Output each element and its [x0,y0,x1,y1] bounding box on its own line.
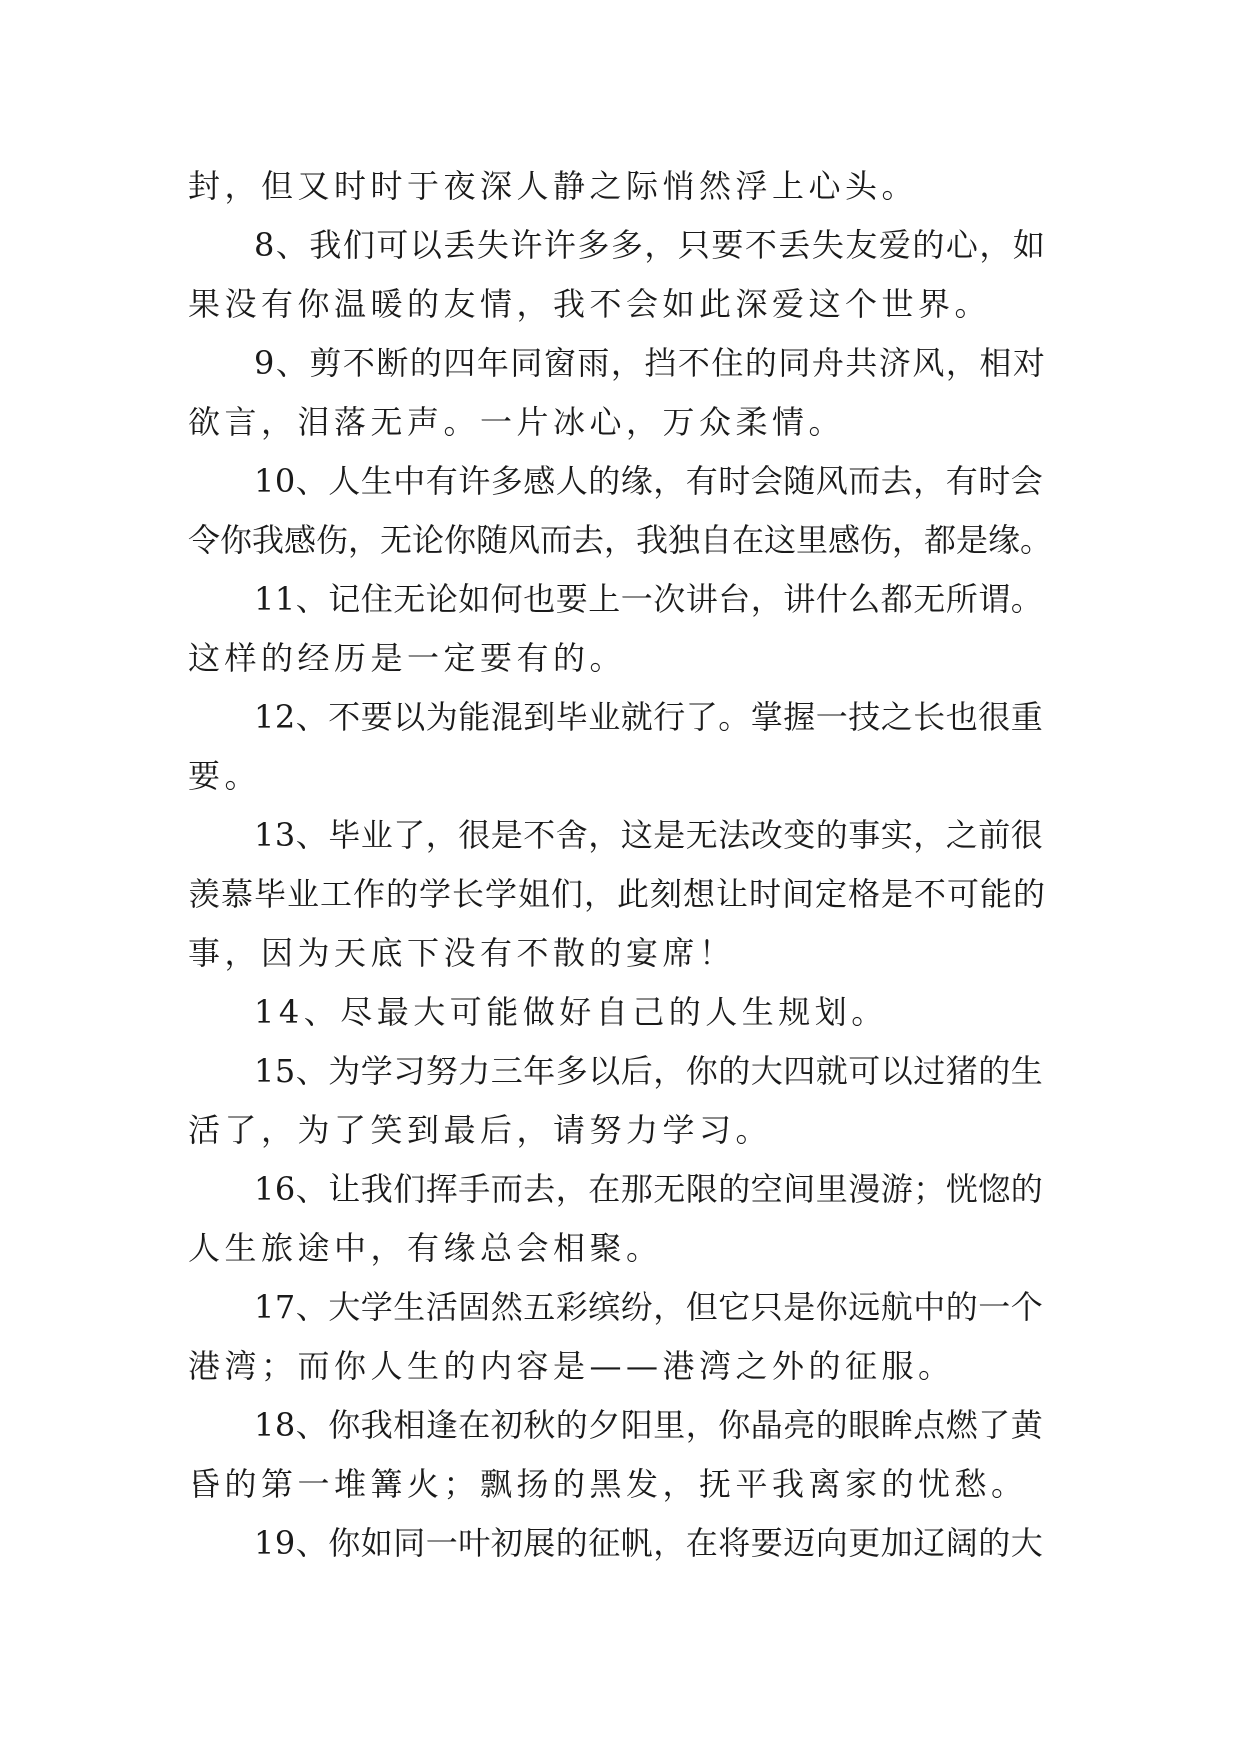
text-line: 9、剪不断的四年同窗雨，挡不住的同舟共济风，相对 [254,344,1047,382]
text-line: 人生旅途中，有缘总会相聚。 [188,1229,663,1267]
text-line: 17、大学生活固然五彩缤纷，但它只是你远航中的一个 [254,1288,1044,1326]
text-line: 果没有你温暖的友情，我不会如此深爱这个世界。 [188,285,992,323]
text-line: 封，但又时时于夜深人静之际悄然浮上心头。 [188,167,919,205]
text-line: 活了，为了笑到最后，请努力学习。 [188,1111,773,1149]
text-line: 10、人生中有许多感人的缘，有时会随风而去，有时会 [254,462,1044,500]
text-line: 要。 [188,757,262,795]
text-line: 18、你我相逢在初秋的夕阳里，你晶亮的眼眸点燃了黄 [254,1406,1044,1444]
text-line: 14、尽最大可能做好自己的人生规划。 [254,993,888,1031]
text-line: 令你我感伤，无论你随风而去，我独自在这里感伤，都是缘。 [188,521,1053,559]
text-line: 13、毕业了，很是不舍，这是无法改变的事实，之前很 [254,816,1044,854]
text-line: 12、不要以为能混到毕业就行了。掌握一技之长也很重 [254,698,1044,736]
text-line: 昏的第一堆篝火；飘扬的黑发，抚平我离家的忧愁。 [188,1465,1028,1503]
text-line: 欲言，泪落无声。一片冰心，万众柔情。 [188,403,846,441]
text-line: 11、记住无论如何也要上一次讲台，讲什么都无所谓。 [254,580,1044,618]
text-line: 羡慕毕业工作的学长学姐们，此刻想让时间定格是不可能的 [188,875,1047,913]
text-line: 8、我们可以丢失许许多多，只要不丢失友爱的心，如 [254,226,1047,264]
text-line: 19、你如同一叶初展的征帆，在将要迈向更加辽阔的大 [254,1524,1044,1562]
text-line: 事，因为天底下没有不散的宴席！ [188,934,736,972]
text-line: 港湾；而你人生的内容是——港湾之外的征服。 [188,1347,955,1385]
text-line: 15、为学习努力三年多以后，你的大四就可以过猪的生 [254,1052,1044,1090]
text-line: 16、让我们挥手而去，在那无限的空间里漫游；恍惚的 [254,1170,1044,1208]
text-line: 这样的经历是一定要有的。 [188,639,627,677]
